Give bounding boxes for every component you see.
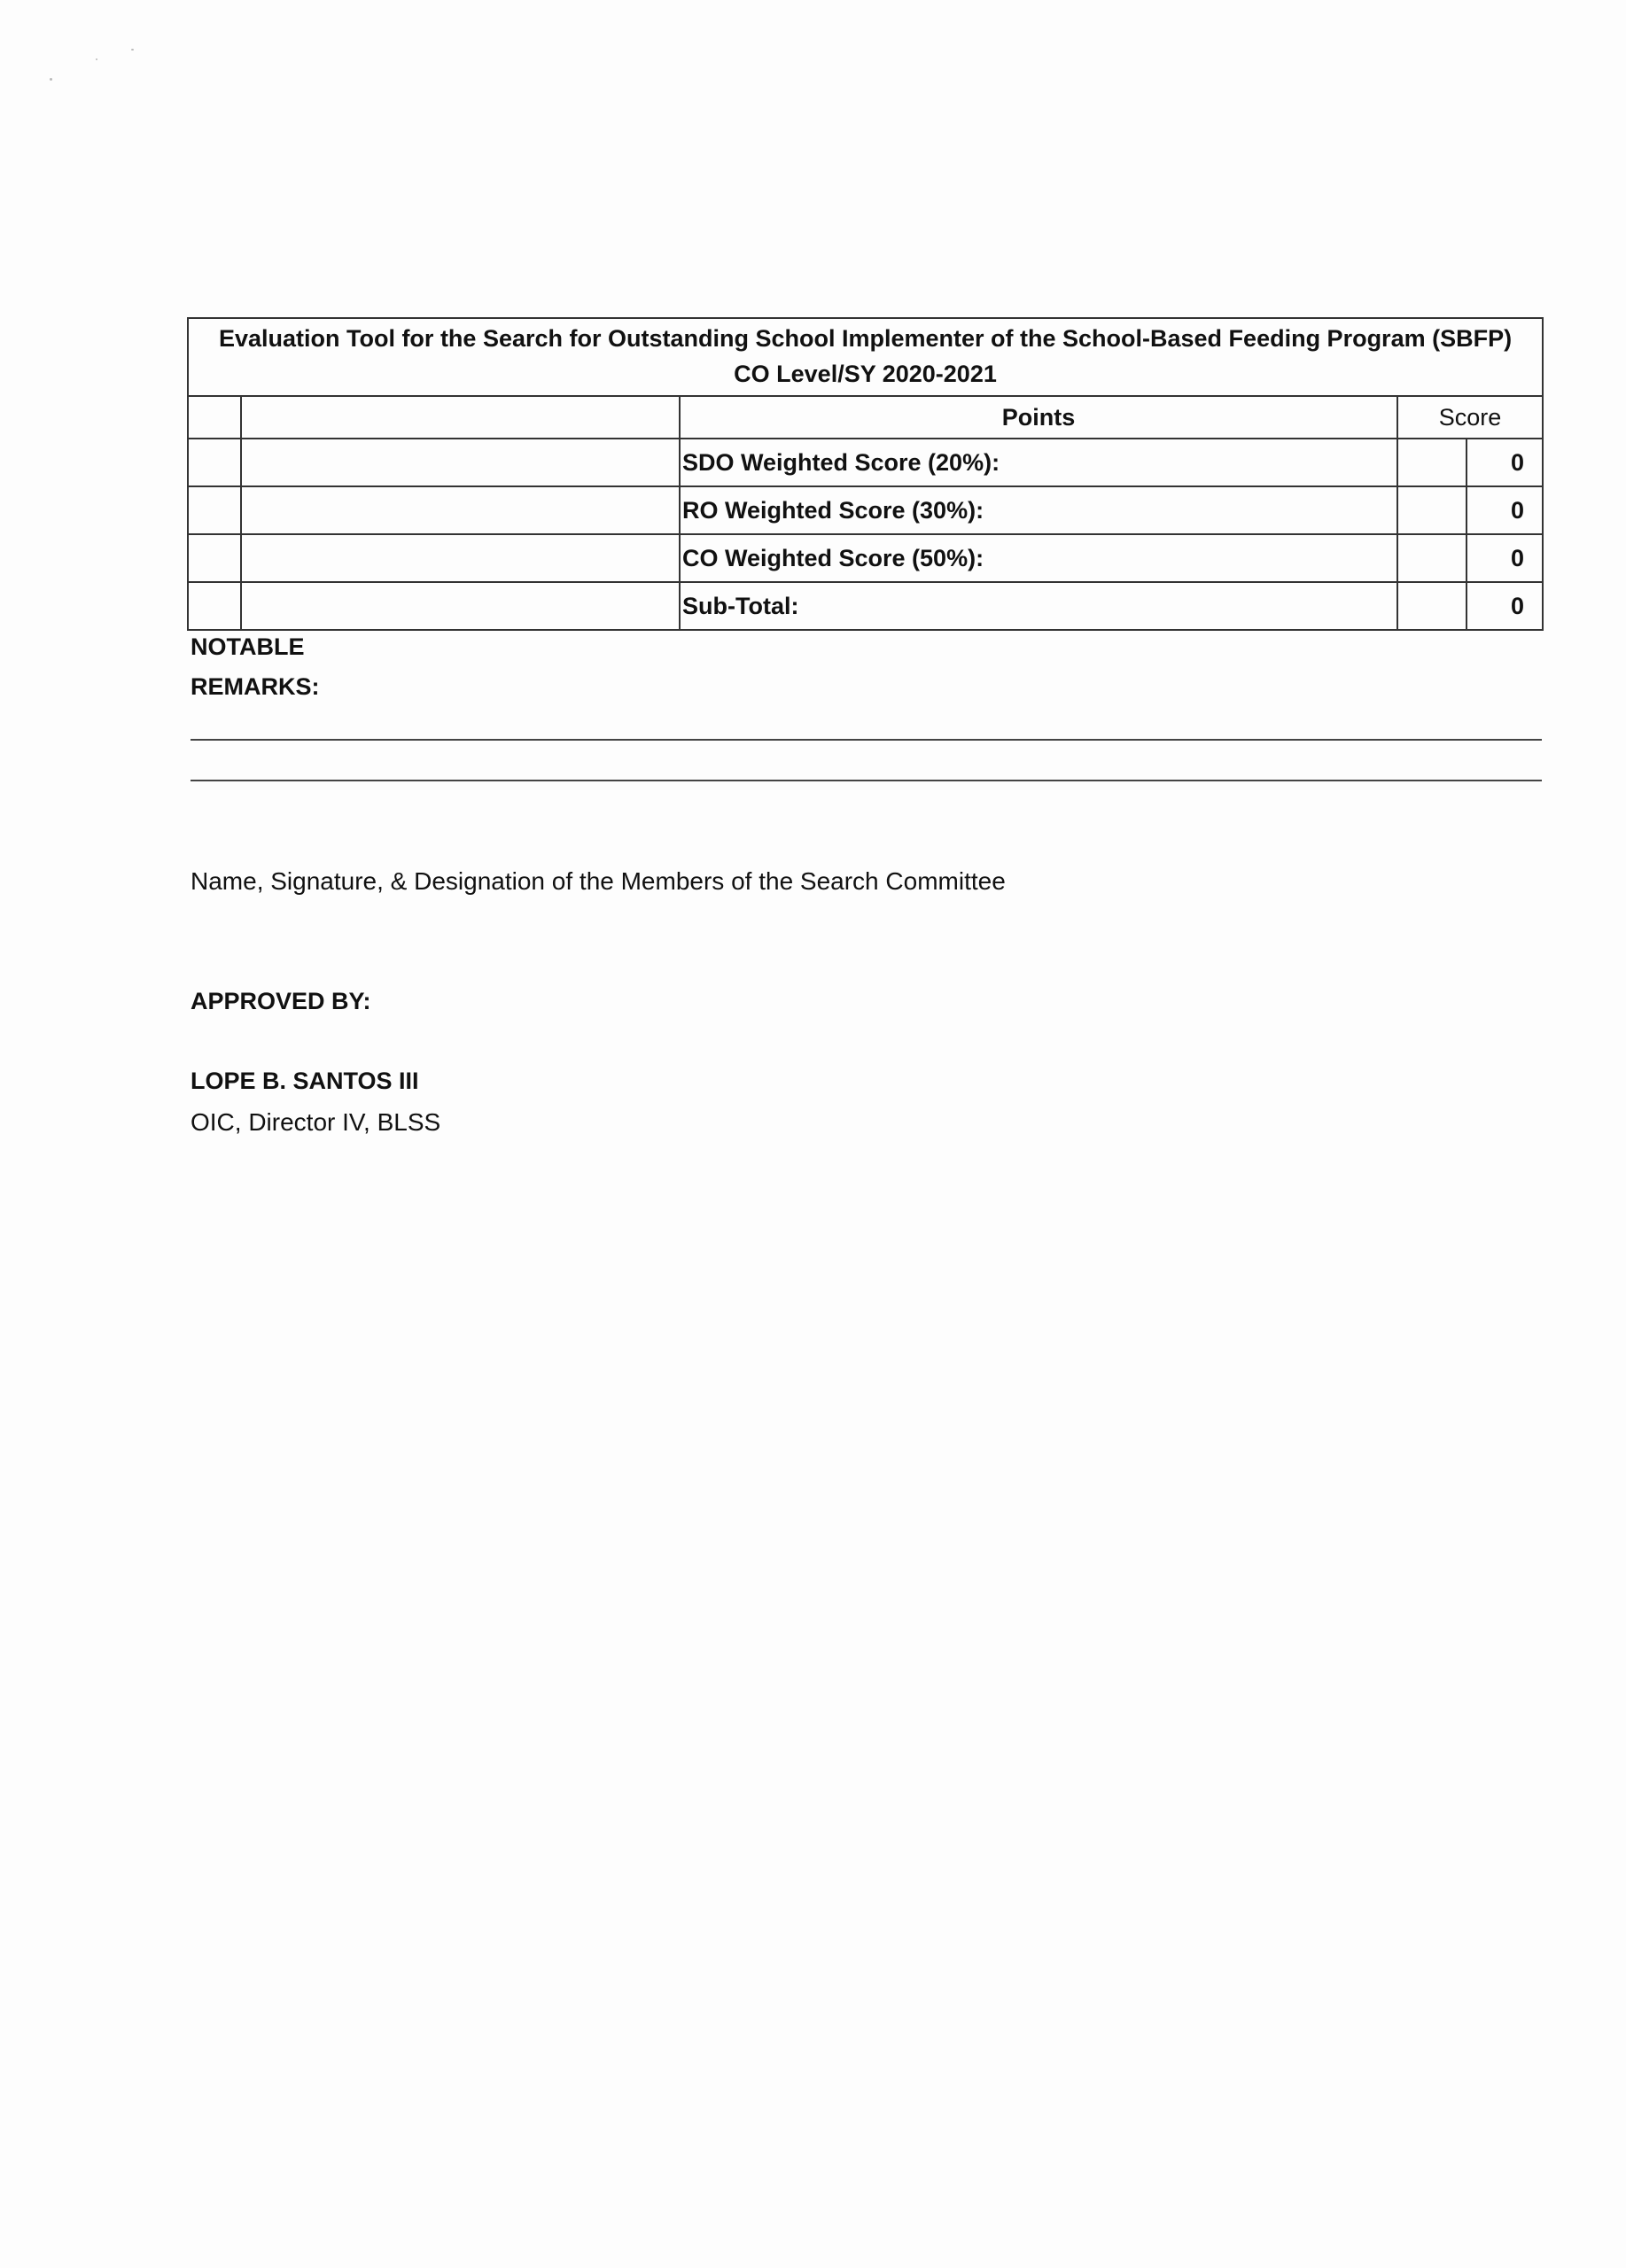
row-value: 0 [1467, 582, 1543, 630]
approved-by-label: APPROVED BY: [191, 988, 371, 1014]
table-cell-blank [241, 582, 680, 630]
scan-speck [131, 49, 134, 50]
row-label: Sub-Total: [680, 582, 1397, 630]
row-value: 0 [1467, 534, 1543, 582]
table-row-sdo [188, 439, 1543, 486]
row-label: RO Weighted Score (30%): [680, 486, 1397, 534]
scan-speck [50, 78, 52, 81]
table-cell-blank [188, 486, 241, 534]
table-cell-blank [188, 582, 241, 630]
signatory-title: OIC, Director IV, BLSS [191, 1108, 441, 1136]
remarks-line [191, 780, 1542, 781]
remarks-label-line2: REMARKS: [191, 673, 320, 700]
table-cell-blank [241, 486, 680, 534]
table-title-line1: Evaluation Tool for the Search for Outstanding School Implementer of the School-Based Feeding Program (SBFP) [218, 325, 1513, 352]
scan-speck [96, 58, 97, 60]
committee-caption: Name, Signature, & Designation of the Members of the Search Committee [191, 867, 1006, 895]
table-cell-blank [1397, 486, 1467, 534]
table-cell-blank [1397, 439, 1467, 486]
row-value: 0 [1467, 439, 1543, 486]
table-cell-blank [188, 439, 241, 486]
row-value: 0 [1467, 486, 1543, 534]
signatory-name: LOPE B. SANTOS III [191, 1068, 419, 1094]
table-row-ro [188, 486, 1543, 534]
table-cell-blank [241, 439, 680, 486]
table-row-co [188, 534, 1543, 582]
table-row-subtotal [188, 582, 1543, 630]
notable-remarks-label [191, 627, 320, 707]
evaluation-table [187, 317, 1544, 631]
table-cell-blank [188, 396, 241, 439]
table-title [188, 318, 1543, 396]
remarks-line [191, 739, 1542, 741]
table-cell-blank [188, 534, 241, 582]
score-header: Score [1397, 396, 1543, 439]
row-label: CO Weighted Score (50%): [680, 534, 1397, 582]
table-cell-blank [1397, 582, 1467, 630]
remarks-label-line1: NOTABLE [191, 633, 305, 660]
table-cell-blank [241, 534, 680, 582]
table-cell-blank [241, 396, 680, 439]
table-title-row [188, 318, 1543, 396]
points-header: Points [680, 396, 1397, 439]
table-header-row [188, 396, 1543, 439]
table-cell-blank [1397, 534, 1467, 582]
row-label: SDO Weighted Score (20%): [680, 439, 1397, 486]
table-title-line2: CO Level/SY 2020-2021 [734, 361, 997, 387]
